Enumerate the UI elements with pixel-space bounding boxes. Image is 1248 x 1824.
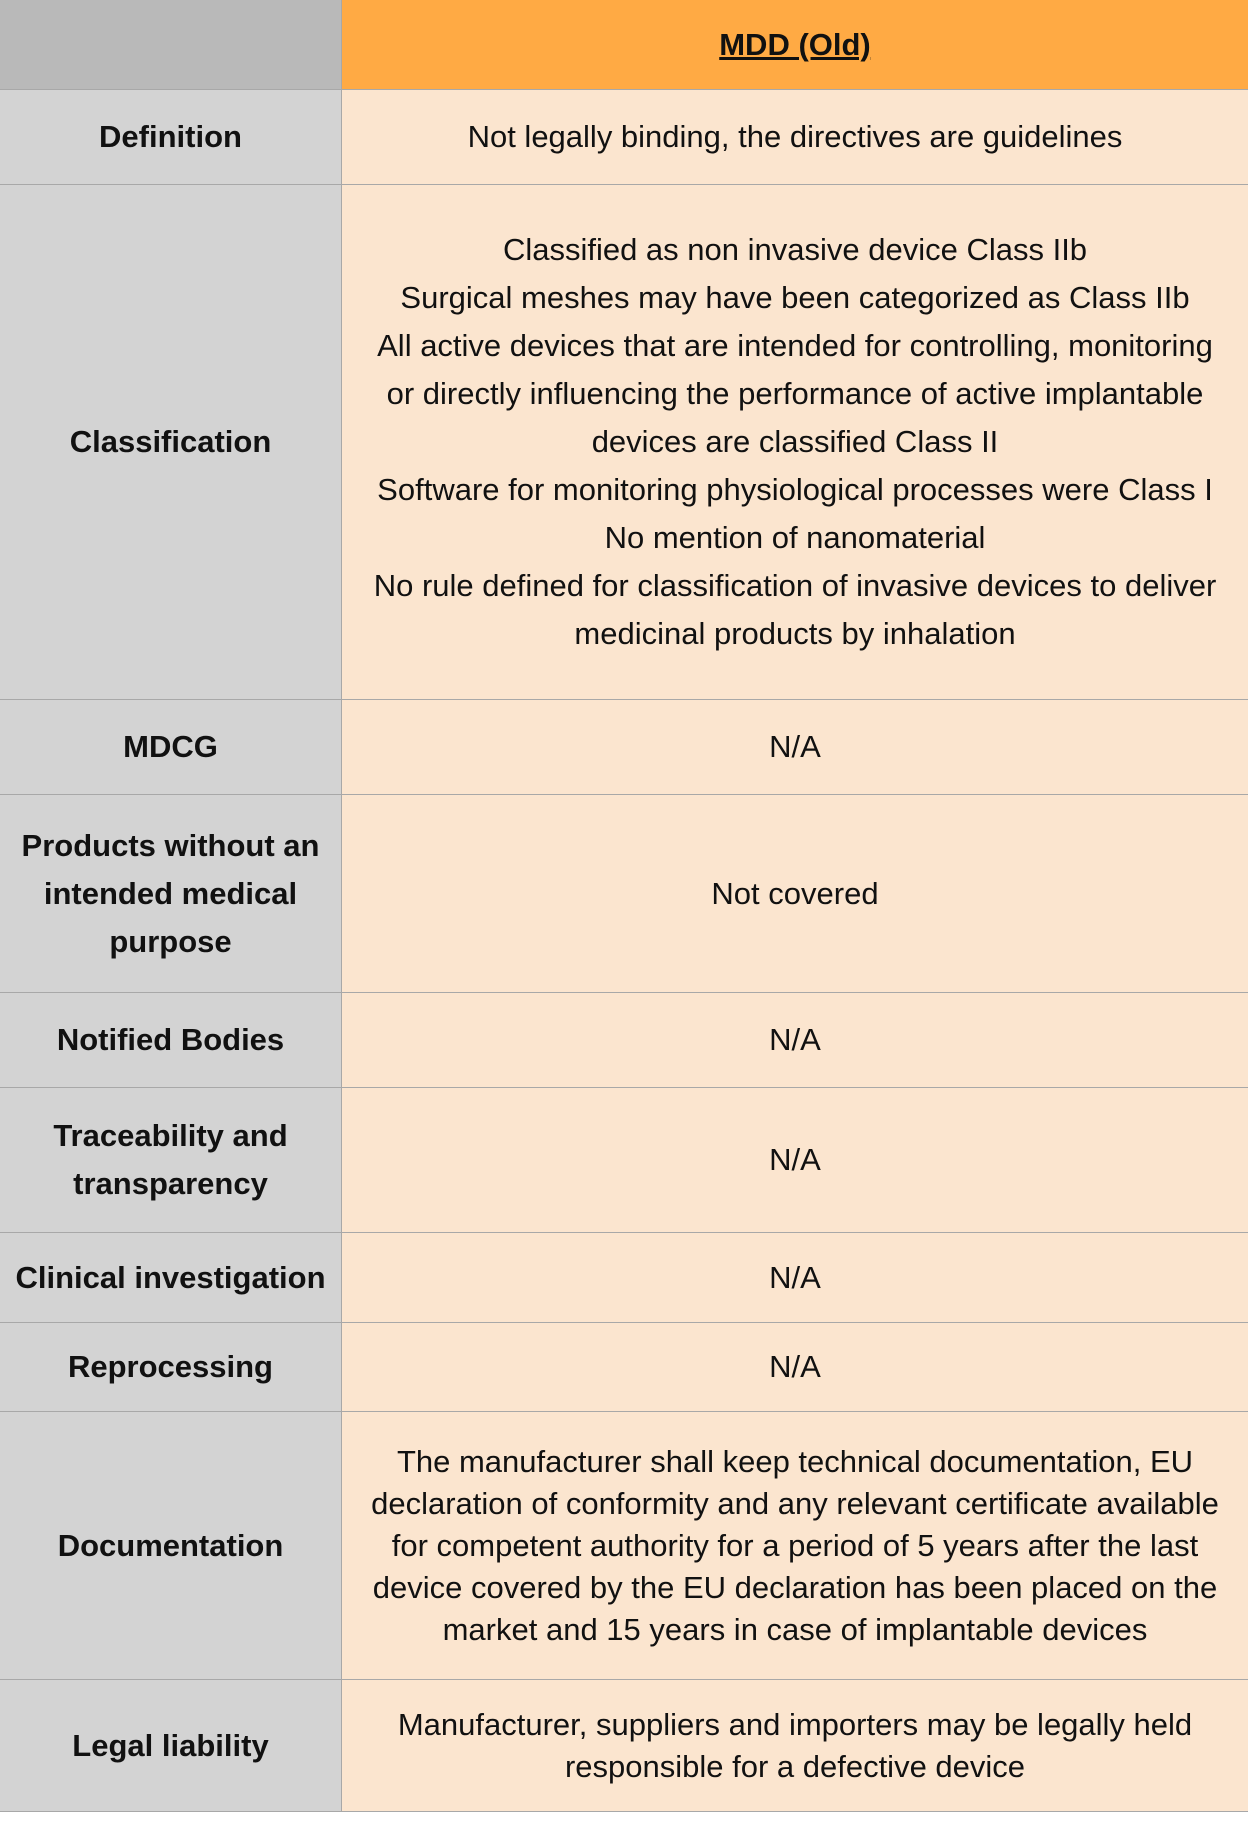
row-value-classification: [342, 185, 1248, 700]
row-label-products-without-medical-purpose: Products without an intended medical purpose: [0, 795, 342, 993]
row-label-definition: Definition: [0, 90, 342, 185]
row-label-notified-bodies: Notified Bodies: [0, 993, 342, 1088]
value-line: The manufacturer shall keep technical documentation, EU: [396, 1443, 1194, 1479]
row-value-clinical-investigation: [342, 1233, 1248, 1323]
value-line: Software for monitoring physiological processes were Class I: [377, 472, 1213, 507]
value-line: for competent authority for a period of 5 years after the last: [391, 1527, 1199, 1563]
row-label-mdcg: MDCG: [0, 700, 342, 795]
column-header-mdd: MDD (Old): [342, 0, 1248, 90]
row-value-notified-bodies: [342, 993, 1248, 1088]
value-line: responsible for a defective device: [564, 1748, 1026, 1784]
row-label-classification: Classification: [0, 185, 342, 700]
value-line: Not covered: [711, 875, 879, 911]
value-line: Surgical meshes may have been categorized as Class IIb: [400, 280, 1190, 315]
value-line: Manufacturer, suppliers and importers may be legally held: [397, 1706, 1193, 1742]
value-line: N/A: [769, 1349, 821, 1384]
value-line: No rule defined for classification of invasive devices to deliver: [373, 568, 1217, 603]
value-line: N/A: [769, 1022, 821, 1057]
row-label-clinical-investigation: Clinical investigation: [0, 1233, 342, 1323]
value-line: N/A: [769, 729, 821, 764]
value-line: declaration of conformity and any relevant certificate available: [371, 1485, 1219, 1521]
value-line: N/A: [769, 1142, 821, 1177]
value-line: device covered by the EU declaration has been placed on the: [372, 1569, 1218, 1605]
value-line: No mention of nanomaterial: [604, 520, 986, 555]
row-value-legal-liability: [342, 1680, 1248, 1812]
value-line: medicinal products by inhalation: [574, 616, 1016, 651]
row-value-reprocessing: [342, 1323, 1248, 1412]
header-corner: [0, 0, 342, 90]
row-value-mdcg: [342, 700, 1248, 795]
value-line: Not legally binding, the directives are guidelines: [467, 119, 1123, 154]
row-label-legal-liability: Legal liability: [0, 1680, 342, 1812]
value-line: or directly influencing the performance of active implantable: [386, 376, 1204, 411]
row-value-traceability: [342, 1088, 1248, 1233]
value-line: Classified as non invasive device Class IIb: [502, 232, 1088, 267]
row-label-traceability: Traceability and transparency: [0, 1088, 342, 1233]
value-line: devices are classified Class II: [591, 424, 999, 459]
value-line: N/A: [769, 1259, 821, 1295]
row-value-documentation: [342, 1412, 1248, 1680]
row-label-documentation: Documentation: [0, 1412, 342, 1680]
value-line: All active devices that are intended for controlling, monitoring: [377, 328, 1213, 363]
row-label-reprocessing: Reprocessing: [0, 1323, 342, 1412]
row-value-products-without-medical-purpose: [342, 795, 1248, 993]
value-line: market and 15 years in case of implantable devices: [442, 1611, 1148, 1647]
row-value-definition: [342, 90, 1248, 185]
